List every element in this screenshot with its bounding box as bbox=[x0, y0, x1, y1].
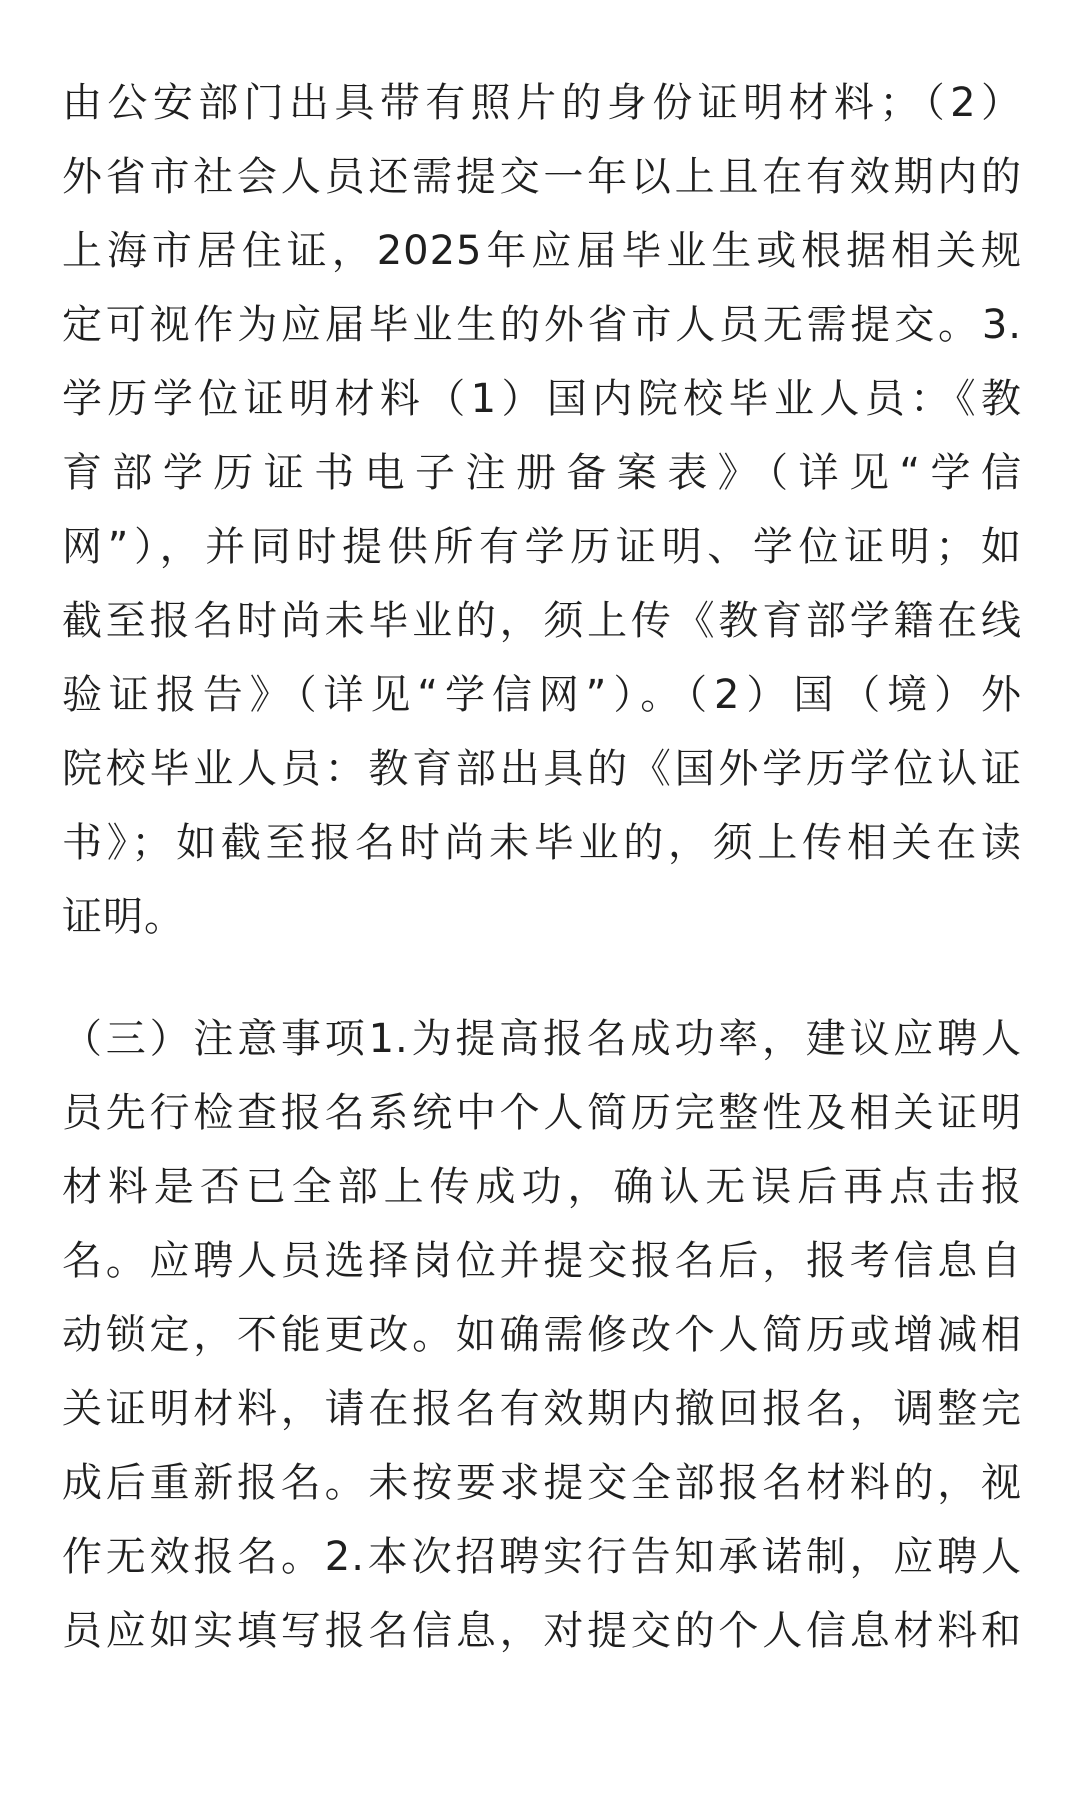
paragraph-spacer bbox=[62, 954, 1022, 1002]
text-line: 成后重新报名。未按要求提交全部报名材料的，视 bbox=[62, 1460, 1022, 1506]
text-line: 关证明材料，请在报名有效期内撤回报名，调整完 bbox=[62, 1386, 1022, 1432]
text-line: 院校毕业人员：教育部出具的《国外学历学位认证 bbox=[62, 746, 1022, 792]
text-line: 学历学位证明材料（1）国内院校毕业人员：《教 bbox=[62, 376, 1022, 422]
text-line: 作无效报名。2.本次招聘实行告知承诺制，应聘人 bbox=[62, 1534, 1022, 1580]
paragraph-required-materials bbox=[62, 66, 1022, 954]
article-body bbox=[62, 66, 1022, 1668]
text-line: 验证报告》（详见“学信网”）。（2）国（境）外 bbox=[62, 672, 1022, 718]
text-line: 书》；如截至报名时尚未毕业的，须上传相关在读 bbox=[62, 820, 1022, 866]
text-line: 截至报名时尚未毕业的，须上传《教育部学籍在线 bbox=[62, 598, 1022, 644]
text-line: 上海市居住证，2025年应届毕业生或根据相关规 bbox=[62, 228, 1022, 274]
text-line: 名。应聘人员选择岗位并提交报名后，报考信息自 bbox=[62, 1238, 1022, 1284]
text-line: 由公安部门出具带有照片的身份证明材料；（2） bbox=[62, 80, 1022, 126]
text-line: 外省市社会人员还需提交一年以上且在有效期内的 bbox=[62, 154, 1022, 200]
text-line: 定可视作为应届毕业生的外省市人员无需提交。3. bbox=[62, 302, 1022, 348]
text-line: 育部学历证书电子注册备案表》（详见“学信 bbox=[62, 450, 1022, 496]
text-line: 材料是否已全部上传成功，确认无误后再点击报 bbox=[62, 1164, 1022, 1210]
text-line: 动锁定，不能更改。如确需修改个人简历或增减相 bbox=[62, 1312, 1022, 1358]
text-line: 员先行检查报名系统中个人简历完整性及相关证明 bbox=[62, 1090, 1022, 1136]
paragraph-notes bbox=[62, 1002, 1022, 1668]
text-line: （三）注意事项1.为提高报名成功率，建议应聘人 bbox=[62, 1016, 1022, 1062]
text-line: 证明。 bbox=[62, 894, 185, 940]
text-line: 员应如实填写报名信息，对提交的个人信息材料和 bbox=[62, 1608, 1022, 1654]
text-line: 网”），并同时提供所有学历证明、学位证明；如 bbox=[62, 524, 1022, 570]
